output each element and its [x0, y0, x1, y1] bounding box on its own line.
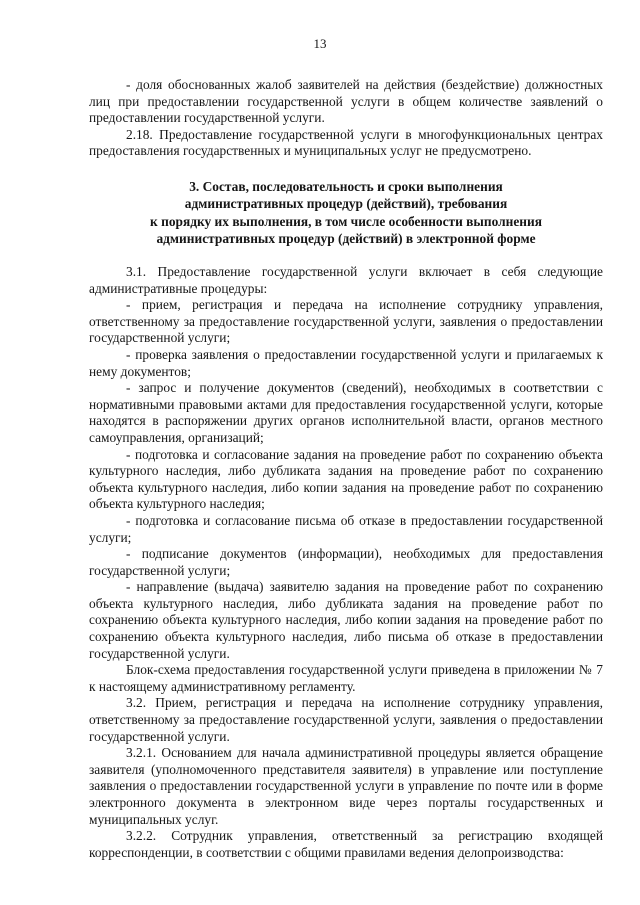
list-item: - направление (выдача) заявителю задания на проведение работ по сохранению объекта культурного наследия, либо дубликата задания на проведение работ по сохранению объекта культурного наследия, либо копии задания на проведение работ по сохранению объекта культурного наследия, либо письма об отказе в предоставлении государственной услуги. — [89, 579, 603, 661]
list-item: - подготовка и согласование задания на проведение работ по сохранению объекта культурного наследия, либо дубликата задания на проведение работ по сохранению объекта культурного наследия, либо копии задания на проведение работ по сохранению объекта культурного наследия; — [89, 446, 603, 512]
list-item: - прием, регистрация и передача на исполнение сотруднику управления, ответственному за предоставление государственной услуги, заявления о предоставлении государственной услуги; — [89, 297, 603, 346]
paragraph: Блок-схема предоставления государственной услуги приведена в приложении № 7 к настоящему административному регламенту. — [89, 662, 603, 694]
page-number: 13 — [313, 36, 327, 51]
list-item: - подписание документов (информации), необходимых для предоставления государственной услуги; — [89, 546, 603, 578]
paragraph: 3.2.2. Сотрудник управления, ответственный за регистрацию входящей корреспонденции, в соответствии с общими правилами ведения делопроизводства: — [89, 828, 603, 860]
paragraph: 3.2.1. Основанием для начала административной процедуры является обращение заявителя (уполномоченного представителя заявителя) в управление или поступление заявления о предоставлении государственной услуги в управление по почте или в форме электронного документа в электронном виде через порталы государственных и муниципальных услуг. — [89, 745, 603, 827]
text-block-main — [89, 264, 603, 861]
paragraph: - доля обоснованных жалоб заявителей на действия (бездействие) должностных лиц при предоставлении государственной услуги в общем количестве заявлений о предоставлении государственной услуги. — [89, 77, 603, 126]
paragraph: 3.2. Прием, регистрация и передача на исполнение сотруднику управления, ответственному за предоставление государственной услуги, заявления о предоставлении государственной услуги. — [89, 695, 603, 744]
heading-line: 3. Состав, последовательность и сроки выполнения — [189, 179, 503, 194]
list-item: - проверка заявления о предоставлении государственной услуги и прилагаемых к нему документов; — [89, 346, 603, 379]
paragraph: 3.1. Предоставление государственной услуги включает в себя следующие административные процедуры: — [89, 264, 603, 296]
list-item: - запрос и получение документов (сведений), необходимых в соответствии с нормативными правовыми актами для предоставления государственной услуги, которые находятся в распоряжении других органов исполнительной власти, органов местного самоуправления, организаций; — [89, 380, 603, 445]
list-item: - подготовка и согласование письма об отказе в предоставлении государственной услуги; — [89, 512, 603, 545]
heading-line: административных процедур (действий), требования — [184, 196, 508, 212]
paragraph: 2.18. Предоставление государственной услуги в многофункциональных центрах предоставления государственных и муниципальных услуг не предусмотрено. — [89, 126, 603, 159]
text-block-top — [89, 77, 603, 160]
heading-line: к порядку их выполнения, в том числе особенности выполнения — [150, 213, 542, 229]
section-heading — [89, 178, 603, 247]
heading-line: административных процедур (действий) в электронной форме — [156, 230, 536, 246]
